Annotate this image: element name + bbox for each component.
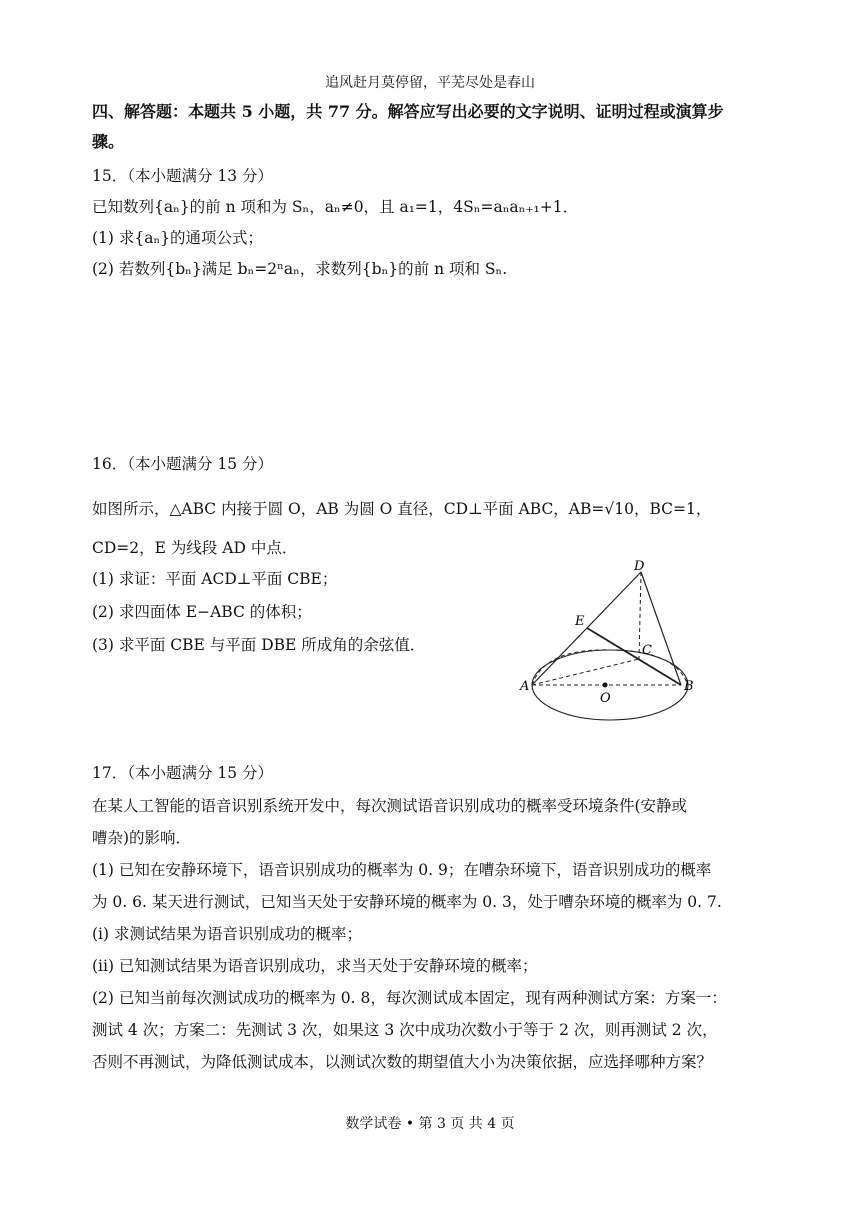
q16-part2: (2) 求四面体 E−ABC 的体积；: [92, 603, 312, 621]
q17-part1-i: (i) 求测试结果为语音识别成功的概率；: [92, 925, 362, 943]
center-o-dot: [603, 683, 608, 688]
q17-part1-line1: (1) 已知在安静环境下，语音识别成功的概率为 0. 9；在嘈杂环境下，语音识别成功的概率: [92, 861, 712, 879]
segment-ad: [532, 572, 641, 685]
q16-stem-line1: 如图所示，△ABC 内接于圆 O，AB 为圆 O 直径，CD⊥平面 ABC，AB=√10，BC=1，: [92, 500, 712, 518]
q15-stem: 已知数列{aₙ}的前 n 项和为 Sₙ，aₙ≠0，且 a₁=1，4Sₙ=aₙaₙ₊₁+1．: [92, 198, 579, 216]
q17-heading: 17．（本小题满分 15 分）: [92, 764, 274, 782]
segment-ac: [532, 659, 639, 685]
q16-heading: 16．（本小题满分 15 分）: [92, 455, 274, 473]
segment-db: [641, 572, 681, 685]
label-e: E: [575, 614, 585, 629]
header-motto: 追风赶月莫停留，平芜尽处是春山: [325, 75, 535, 91]
geometry-figure: [515, 558, 715, 728]
q17-stem-line2: 嘈杂)的影响．: [92, 829, 192, 847]
q15-heading: 15．（本小题满分 13 分）: [92, 167, 274, 185]
q16-stem-line2: CD=2，E 为线段 AD 中点．: [92, 539, 298, 557]
q17-part1-ii: (ii) 已知测试结果为语音识别成功，求当天处于安静环境的概率；: [92, 957, 538, 975]
footer-page-info: 数学试卷 • 第 3 页 共 4 页: [345, 1116, 515, 1132]
section-title-line2: 骤。: [92, 132, 125, 151]
section-title-line1: 四、解答题：本题共 5 小题，共 77 分。解答应写出必要的文字说明、证明过程或演算步: [92, 102, 724, 121]
label-b: B: [684, 679, 694, 694]
label-d: D: [634, 559, 645, 574]
segment-dc: [639, 572, 641, 659]
q16-part1: (1) 求证：平面 ACD⊥平面 CBE；: [92, 570, 338, 588]
q16-part3: (3) 求平面 CBE 与平面 DBE 所成角的余弦值．: [92, 636, 426, 654]
segment-eb: [587, 628, 681, 685]
label-o: O: [600, 691, 611, 706]
q17-part1-line2: 为 0. 6. 某天进行测试，已知当天处于安静环境的概率为 0. 3，处于嘈杂环境的概率为 0. 7.: [92, 893, 722, 911]
label-c: C: [642, 643, 652, 658]
q17-stem-line1: 在某人工智能的语音识别系统开发中，每次测试语音识别成功的概率受环境条件(安静或: [92, 797, 688, 815]
label-a: A: [520, 679, 530, 694]
q17-part2-line3: 否则不再测试，为降低测试成本，以测试次数的期望值大小为决策依据，应选择哪种方案？: [92, 1053, 713, 1071]
q17-part2-line2: 测试 4 次；方案二：先测试 3 次，如果这 3 次中成功次数小于等于 2 次，则再测试 2 次，: [92, 1021, 718, 1039]
q15-part1: (1) 求{aₙ}的通项公式；: [92, 229, 264, 247]
q17-part2-line1: (2) 已知当前每次测试成功的概率为 0. 8，每次测试成本固定，现有两种测试方案：方案一：: [92, 989, 727, 1007]
q15-part2: (2) 若数列{bₙ}满足 bₙ=2ⁿaₙ，求数列{bₙ}的前 n 项和 Sₙ.: [92, 260, 508, 278]
